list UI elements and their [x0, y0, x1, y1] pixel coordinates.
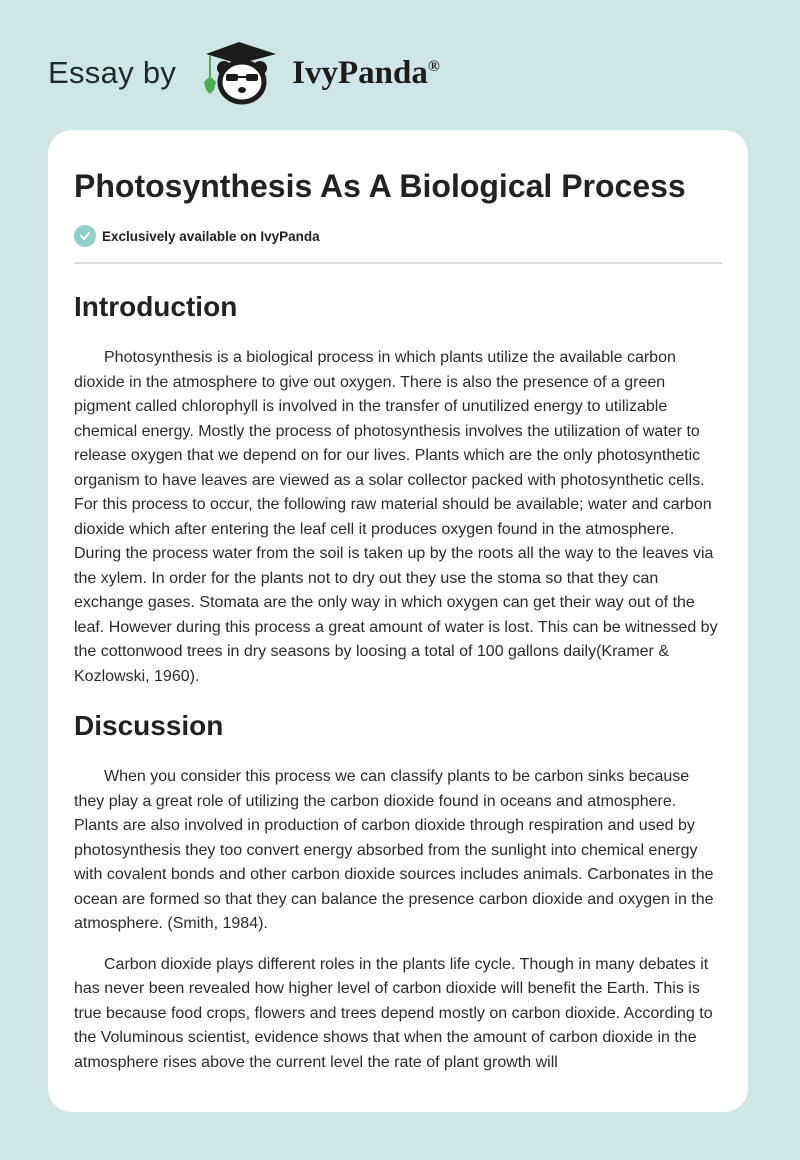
- site-header: [48, 38, 440, 108]
- paragraph: Carbon dioxide plays different roles in the plants life cycle. Though in many debates it has never been revealed how higher level of carbon dioxide will benefit the Earth. This is true because food crops, flowers and trees depend mostly on carbon dioxide. According to the Voluminous scientist, evidence shows that when the amount of carbon dioxide in the atmosphere rises above the current level the rate of plant growth will: [74, 955, 713, 1071]
- page-title: Photosynthesis As A Biological Process: [74, 168, 686, 204]
- essay-by-label: Essay by: [48, 55, 177, 90]
- registered-mark: ®: [427, 57, 440, 75]
- brand-text: IvyPanda: [292, 54, 428, 91]
- paragraph: When you consider this process we can classify plants to be carbon sinks because they play a great role of utilizing the carbon dioxide found in oceans and atmosphere. Plants are also involved in production of carbon dioxide through respiration and used by photosynthesis they too convert energy absorbed from the sunlight into chemical energy with covalent bonds and other carbon dioxide sources includes animals. Carbonates in the ocean are formed so that they can balance the presence carbon dioxide and oxygen in the atmosphere. (Smith, 1984).: [74, 768, 714, 932]
- exclusive-badge-text: Exclusively available on IvyPanda: [102, 228, 320, 244]
- ivypanda-logo-icon[interactable]: [194, 38, 284, 108]
- section-heading-introduction: Introduction: [74, 291, 238, 322]
- exclusive-badge: [74, 224, 722, 248]
- brand-name[interactable]: [292, 55, 440, 92]
- essay-card: [48, 130, 748, 1112]
- check-icon: [74, 225, 96, 247]
- divider: [74, 262, 722, 264]
- section-heading-discussion: Discussion: [74, 710, 224, 741]
- paragraph: Photosynthesis is a biological process in which plants utilize the available carbon dioxide in the atmosphere to give out oxygen. There is also the presence of a green pigment called chlorophyll is involved in the transfer of unutilized energy to utilizable chemical energy. Mostly the process of photosynthesis involves the utilization of water to release oxygen that we depend on for our lives. Plants which are the only photosynthetic organism to have leaves are viewed as a solar collector packed with photosynthetic cells. For this process to occur, the following raw material should be available; water and carbon dioxide which after entering the leaf cell it produces oxygen found in the atmosphere. During the process water from the soil is taken up by the roots all the way to the leaves via the xylem. In order for the plants not to dry out they use the stoma so that they can exchange gases. Stomata are the only way in which oxygen can get their way out of the leaf. However during this process a great amount of water is lost. This can be witnessed by the cottonwood trees in dry seasons by loosing a total of 100 gallons daily(Kramer & Kozlowski, 1960).: [74, 349, 718, 685]
